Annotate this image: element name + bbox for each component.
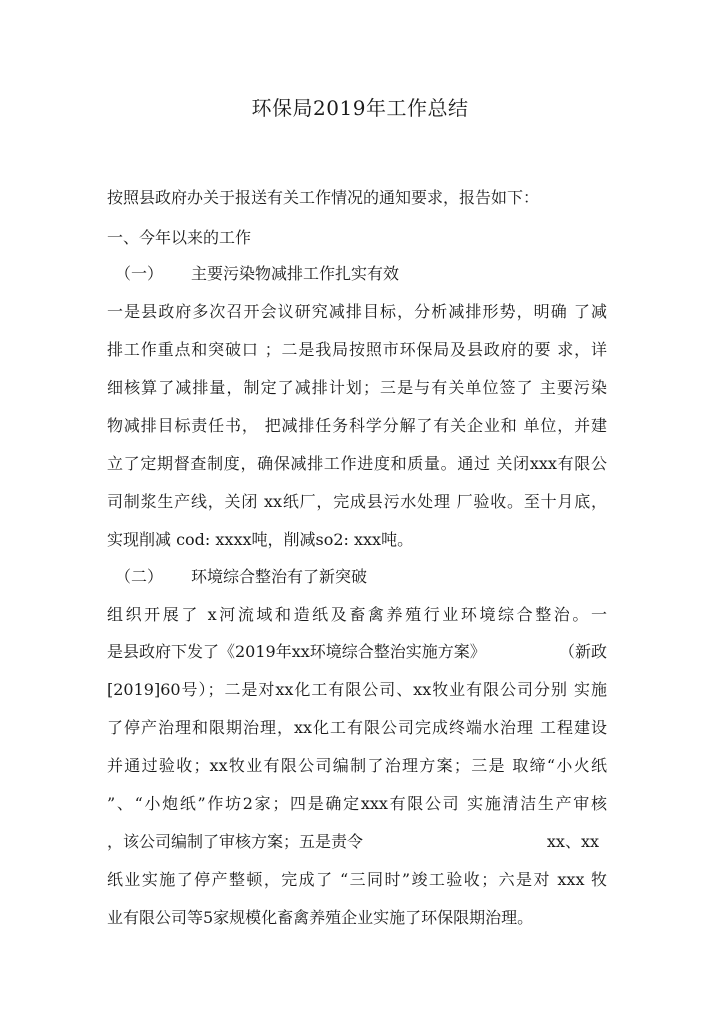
paragraph-line-split xyxy=(107,832,607,852)
paragraph-line-right: xx、xx xyxy=(546,832,599,851)
subsection-number-1: （一） xyxy=(115,264,164,283)
paragraph-line: 司制浆生产线，关闭 xx纸厂，完成县污水处理 厂验收。至十月底， xyxy=(107,492,607,511)
paragraph-line: 排工作重点和突破口 ；二是我局按照市环保局及县政府的要 求，详 xyxy=(107,340,607,359)
paragraph-line-split xyxy=(107,642,607,662)
paragraph-line: 物减排目标责任书， 把减排任务科学分解了有关企业和 单位，并建 xyxy=(107,416,607,435)
paragraph-line: 组织开展了 x河流域和造纸及畜禽养殖行业环境综合整治。一 xyxy=(107,605,607,624)
document-title: 环保局2019年工作总结 xyxy=(251,96,469,120)
subsection-title-1: 主要污染物减排工作扎实有效 xyxy=(191,264,400,283)
paragraph-line: ”、“小炮纸”作坊2家；四是确定xxx有限公司 实施清洁生产审核 xyxy=(107,794,607,813)
subsection-number-2: （二） xyxy=(115,567,164,586)
paragraph-line: 了停产治理和限期治理，xx化工有限公司完成终端水治理 工程建设 xyxy=(107,718,607,737)
subsection-heading-2 xyxy=(115,567,615,587)
subsection-title-2: 环境综合整治有了新突破 xyxy=(191,567,368,586)
paragraph-line-left: 是县政府下发了《2019年xx环境综合整治实施方案》 xyxy=(107,642,486,661)
paragraph-line: 业有限公司等5家规模化畜禽养殖企业实施了环保限期治理。 xyxy=(107,908,534,927)
paragraph-line: [2019]60号）；二是对xx化工有限公司、xx牧业有限公司分别 实施 xyxy=(107,680,607,699)
section-heading-1: 一、今年以来的工作 xyxy=(107,228,252,247)
paragraph-line: 实现削减 cod: xxxx吨，削减so2: xxx吨。 xyxy=(107,530,414,549)
paragraph-line-right: （新政 xyxy=(558,642,607,661)
paragraph-line: 细核算了减排量，制定了减排计划；三是与有关单位签了 主要污染 xyxy=(107,378,607,397)
subsection-heading-1 xyxy=(115,264,615,284)
paragraph-line: 纸业实施了停产整顿，完成了 “三同时”竣工验收；六是对 xxx 牧 xyxy=(107,870,607,889)
intro-line: 按照县政府办关于报送有关工作情况的通知要求，报告如下： xyxy=(107,188,540,207)
paragraph-line: 一是县政府多次召开会议研究减排目标，分析减排形势，明确 了减 xyxy=(107,302,607,321)
paragraph-line: 并通过验收；xx牧业有限公司编制了治理方案；三是 取缔“小火纸 xyxy=(107,756,607,775)
paragraph-line: 立了定期督查制度，确保减排工作进度和质量。通过 关闭xxx有限公 xyxy=(107,454,607,473)
paragraph-line-left: ，该公司编制了审核方案；五是责令 xyxy=(107,832,364,851)
